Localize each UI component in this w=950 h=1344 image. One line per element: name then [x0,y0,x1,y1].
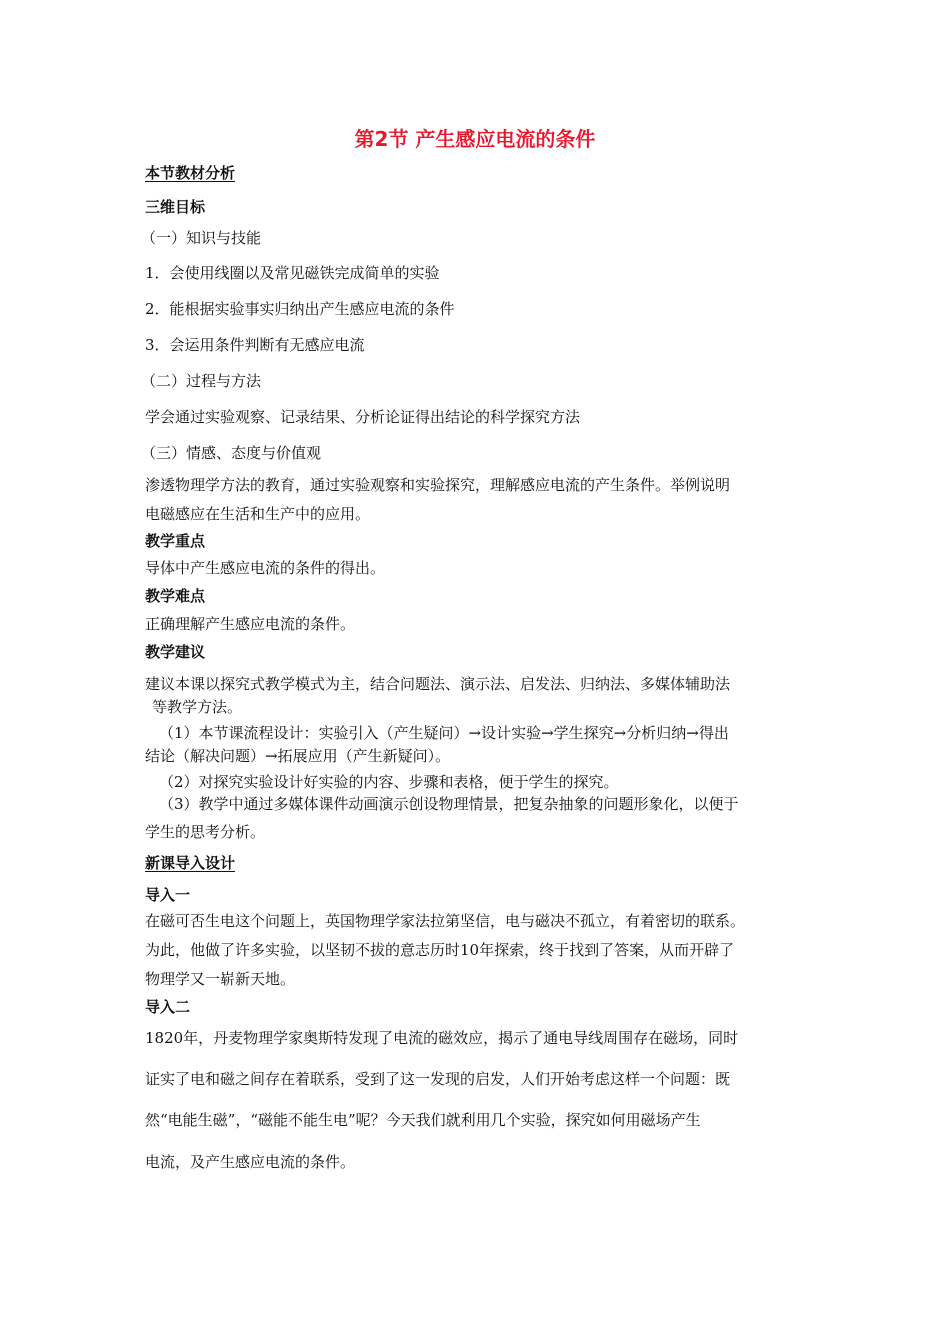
intro-1-line-1: 在磁可否生电这个问题上，英国物理学家法拉第坚信，电与磁决不孤立，有着密切的联系。 [145,912,746,930]
heading-suggestion: 教学建议 [145,643,206,661]
intro-2-line-3: 然“电能生磁”，“磁能不能生电”呢？今天我们就利用几个实验，探究如何用磁场产生 [145,1111,701,1129]
process-heading: （二）过程与方法 [141,372,262,390]
intro-2-line-2: 证实了电和磁之间存在着联系，受到了这一发现的启发，人们开始考虑这样一个问题：既 [145,1070,731,1088]
suggestion-line-2: 等教学方法。 [152,698,243,716]
heading-key-point: 教学重点 [145,532,206,550]
section-heading-analysis: 本节教材分析 [145,164,236,182]
process-text: 学会通过实验观察、记录结果、分析论证得出结论的科学探究方法 [145,408,581,426]
emotion-heading: （三）情感、态度与价值观 [141,444,322,462]
intro-2-line-4: 电流，及产生感应电流的条件。 [145,1153,356,1171]
heading-objectives: 三维目标 [145,198,206,216]
suggestion-line-5: （2）对探究实验设计好实验的内容、步骤和表格，便于学生的探究。 [159,773,619,791]
section-heading-intro: 新课导入设计 [145,854,236,872]
suggestion-line-3: （1）本节课流程设计：实验引入（产生疑问）→设计实验→学生探究→分析归纳→得出 [159,724,729,742]
suggestion-line-4: 结论（解决问题）→拓展应用（产生新疑问）。 [145,747,451,765]
knowledge-heading: （一）知识与技能 [141,229,262,247]
knowledge-item-2: 2．能根据实验事实归纳出产生感应电流的条件 [145,300,455,318]
suggestion-line-1: 建议本课以探究式教学模式为主，结合问题法、演示法、启发法、归纳法、多媒体辅助法 [145,675,731,693]
document-title: 第2节 产生感应电流的条件 [354,127,596,151]
suggestion-line-7: 学生的思考分析。 [145,823,266,841]
knowledge-item-1: 1．会使用线圈以及常见磁铁完成简单的实验 [145,264,440,282]
difficulty-text: 正确理解产生感应电流的条件。 [145,615,356,633]
heading-intro-2: 导入二 [145,998,191,1016]
knowledge-item-3: 3．会运用条件判断有无感应电流 [145,336,365,354]
intro-1-line-2: 为此，他做了许多实验，以坚韧不拔的意志历时10年探索，终于找到了答案，从而开辟了 [145,941,735,959]
heading-difficulty: 教学难点 [145,587,206,605]
emotion-line-1: 渗透物理学方法的教育，通过实验观察和实验探究，理解感应电流的产生条件。举例说明 [145,476,731,494]
emotion-line-2: 电磁感应在生活和生产中的应用。 [145,505,371,523]
key-point-text: 导体中产生感应电流的条件的得出。 [145,559,386,577]
intro-1-line-3: 物理学又一崭新天地。 [145,970,296,988]
intro-2-line-1: 1820年，丹麦物理学家奥斯特发现了电流的磁效应，揭示了通电导线周围存在磁场，同时 [145,1029,739,1047]
suggestion-line-6: （3）教学中通过多媒体课件动画演示创设物理情景，把复杂抽象的问题形象化，以便于 [159,795,739,813]
heading-intro-1: 导入一 [145,886,191,904]
